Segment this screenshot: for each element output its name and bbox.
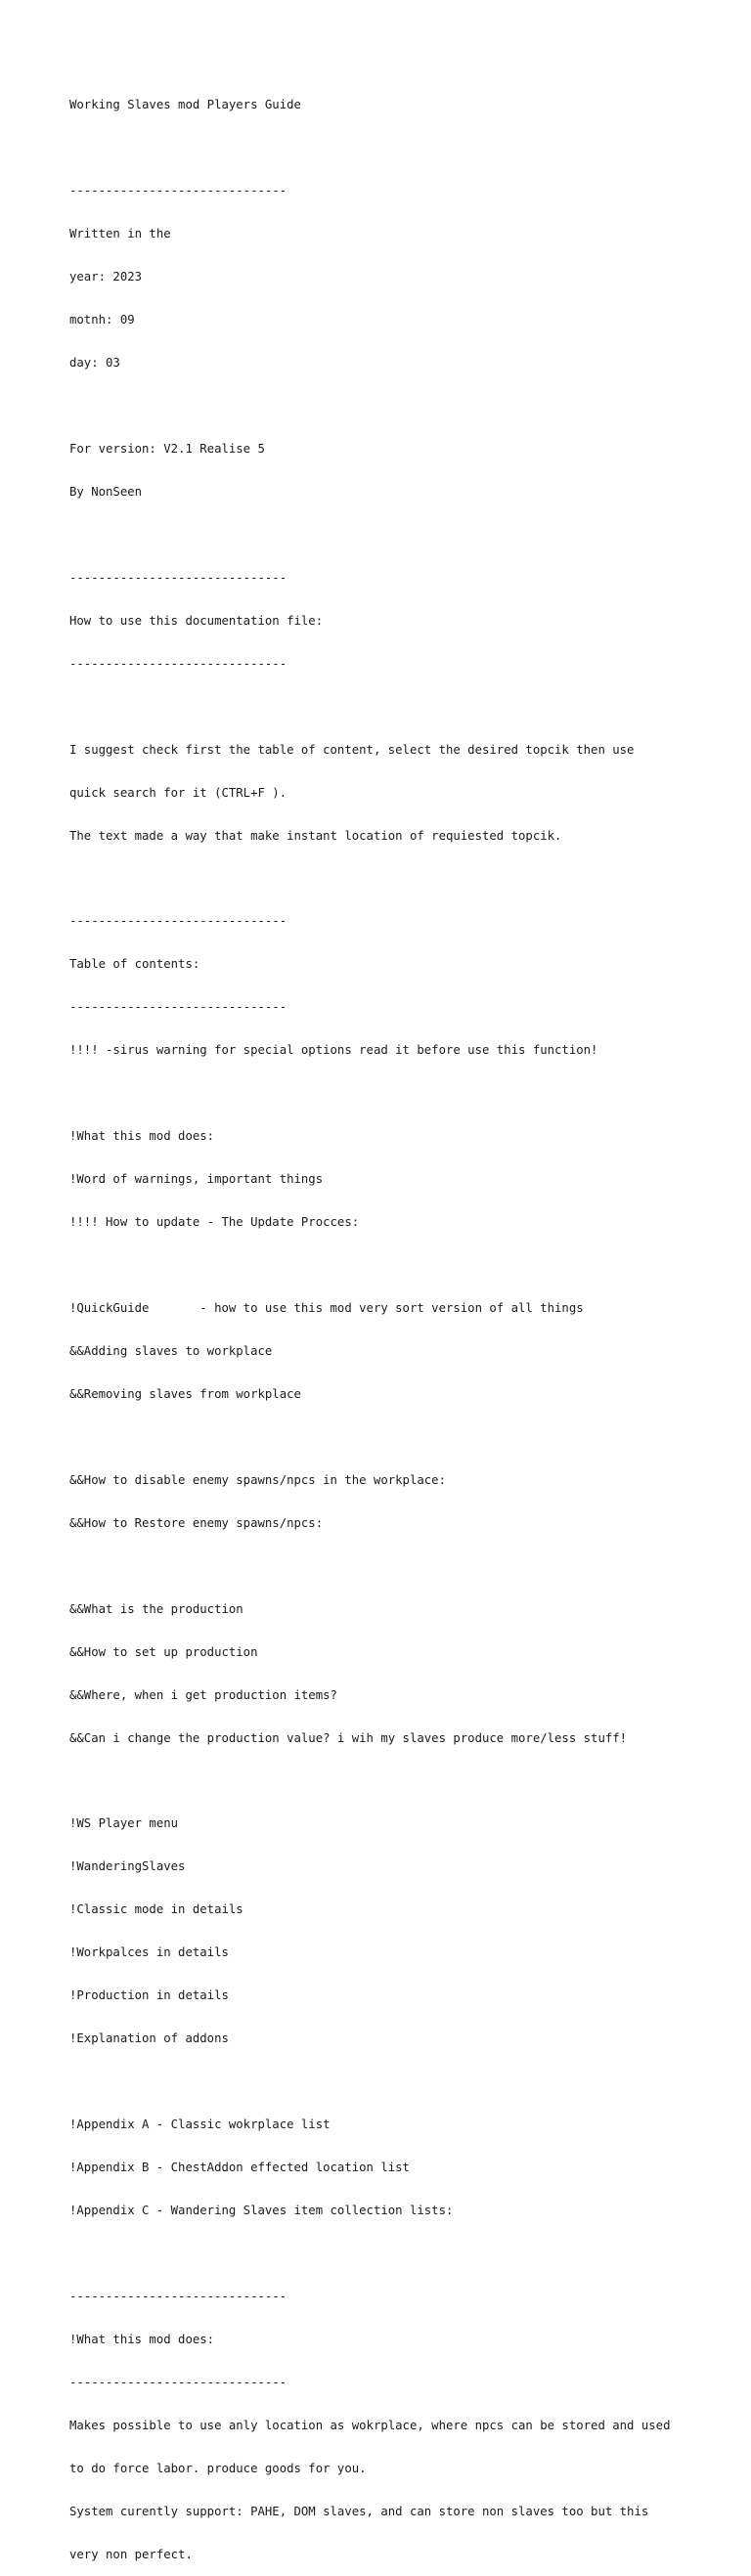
blank-line — [69, 399, 734, 414]
paragraph-line: Makes possible to use anly location as wokrplace, where npcs can be stored and used — [69, 2418, 671, 2432]
blank-line — [69, 1773, 734, 1788]
separator-line: ------------------------------ — [69, 1000, 287, 1015]
blank-line — [69, 2074, 734, 2089]
toc-item: !WS Player menu — [69, 1816, 179, 1831]
toc-item: !Appendix C - Wandering Slaves item collection lists: — [69, 2204, 454, 2218]
blank-line — [69, 1559, 734, 1574]
separator-line: ------------------------------ — [69, 570, 287, 585]
blank-line — [69, 2247, 734, 2261]
blank-line — [69, 141, 734, 155]
separator-line: ------------------------------ — [69, 2289, 287, 2303]
paragraph-line: quick search for it (CTRL+F ). — [69, 785, 287, 800]
version-line: For version: V2.1 Realise 5 — [69, 441, 265, 456]
toc-item: !Word of warnings, important things — [69, 1172, 324, 1187]
toc-item: &&What is the production — [69, 1601, 243, 1616]
doc-title: Working Slaves mod Players Guide — [69, 98, 301, 112]
blank-line — [69, 1086, 734, 1101]
toc-item: !Appendix B - ChestAddon effected location list — [69, 2161, 410, 2175]
toc-item: !WanderingSlaves — [69, 1859, 186, 1874]
written-year: year: 2023 — [69, 270, 143, 284]
toc-item: &&Can i change the production value? i wih my slaves produce more/less stuff! — [69, 1730, 628, 1745]
toc-item: !QuickGuide - how to use this mod very sort version of all things — [69, 1301, 584, 1315]
toc-item: !Explanation of addons — [69, 2031, 229, 2046]
separator-line: ------------------------------ — [69, 2375, 287, 2389]
paragraph-line: I suggest check first the table of content, select the desired topcik then use — [69, 742, 635, 757]
toc-item: &&Removing slaves from workplace — [69, 1386, 301, 1401]
toc-item: &&How to disable enemy spawns/npcs in the workplace: — [69, 1472, 446, 1487]
written-label: Written in the — [69, 227, 171, 241]
toc-item: !!!! -sirus warning for special options read it before use this function! — [69, 1043, 598, 1058]
toc-item: !Production in details — [69, 1988, 229, 2003]
document-page — [69, 69, 734, 2576]
toc-item: !Appendix A - Classic wokrplace list — [69, 2118, 331, 2132]
written-month: motnh: 09 — [69, 313, 135, 327]
blank-line — [69, 1430, 734, 1445]
section-heading-what-mod-does: !What this mod does: — [69, 2332, 215, 2346]
toc-item: &&Where, when i get production items? — [69, 1687, 337, 1702]
paragraph-line: to do force labor. produce goods for you. — [69, 2461, 367, 2475]
toc-item: !Workpalces in details — [69, 1945, 229, 1960]
toc-item: &&Adding slaves to workplace — [69, 1343, 273, 1358]
blank-line — [69, 1258, 734, 1273]
blank-line — [69, 528, 734, 543]
toc-item: !What this mod does: — [69, 1129, 215, 1144]
paragraph-line: System curently support: PAHE, DOM slaves, and can store non slaves too but this — [69, 2504, 649, 2518]
blank-line — [69, 700, 734, 715]
toc-item: &&How to set up production — [69, 1644, 258, 1659]
section-heading-toc: Table of contents: — [69, 957, 200, 972]
toc-item: !!!! How to update - The Update Procces: — [69, 1215, 360, 1230]
separator-line: ------------------------------ — [69, 656, 287, 671]
separator-line: ------------------------------ — [69, 184, 287, 198]
author-line: By NonSeen — [69, 484, 143, 499]
paragraph-line: very non perfect. — [69, 2547, 193, 2561]
paragraph-line: The text made a way that make instant location of requiested topcik. — [69, 828, 562, 843]
toc-item: !Classic mode in details — [69, 1902, 243, 1917]
written-day: day: 03 — [69, 356, 120, 371]
section-heading-how-to-use: How to use this documentation file: — [69, 613, 324, 628]
blank-line — [69, 871, 734, 886]
toc-item: &&How to Restore enemy spawns/npcs: — [69, 1515, 324, 1530]
separator-line: ------------------------------ — [69, 914, 287, 929]
